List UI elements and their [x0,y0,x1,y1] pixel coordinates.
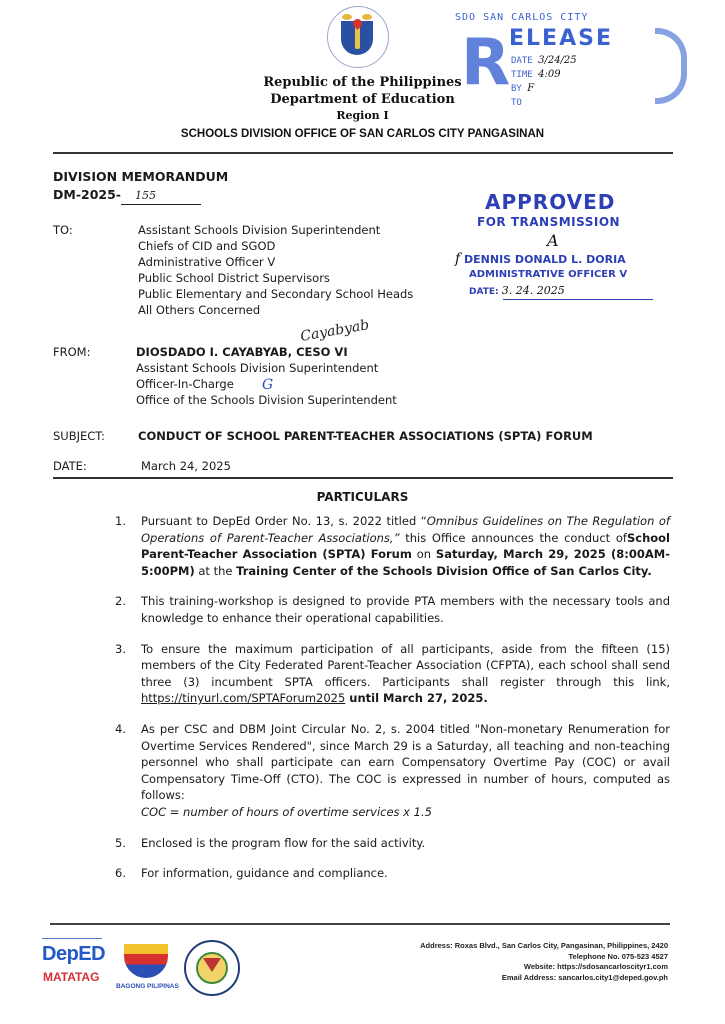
release-by-label: BY [511,84,522,94]
footer-telephone: Telephone No. 075-523 4527 [568,951,668,961]
coc-formula: COC = number of hours of overtime services x 1.5 [141,804,432,819]
item-number: 5. [115,835,126,850]
from-position: Assistant Schools Division Superintendent [136,361,379,375]
deped-matatag-logo [42,938,108,998]
item-text: Pursuant to DepEd Order No. 13, s. 2022 titled “ [141,514,427,528]
release-time-label: TIME [511,70,533,80]
to-recipients [138,222,448,318]
sdo-seal-triangle-icon [203,958,221,972]
item-event-date: Saturday, March 29, 2025 (8:00AM- 5:00PM) [141,547,670,578]
item-number: 1. [115,514,126,528]
release-stamp-d [655,28,687,104]
approved-initial-signature: A [547,231,559,250]
approved-title: APPROVED [485,190,616,214]
particulars-list [115,513,670,896]
release-stamp-office: SDO SAN CARLOS CITY [455,12,589,23]
release-to-label: TO [511,98,522,108]
to-recipient: Chiefs of CID and SGOD [138,239,276,253]
to-recipient: All Others Concerned [138,303,261,317]
memo-number [53,186,201,205]
deped-wordmark-b: ED [78,943,106,965]
item-italic-title: Omnibus Guidelines on The Regulation of Operations of Parent-Teacher Associations,” [141,514,670,545]
item-text: To ensure the maximum participation of all participants, aside from the fifteen (15) members of the City Federated Parent-Teacher Association (CFPTA), each school shall send three (3) incumbent SPTA officers. Participants shall register through this link, [141,641,670,689]
from-label: FROM: [53,345,91,359]
deped-wordmark [42,942,105,966]
from-position: Office of the Schools Division Superintendent [136,393,397,407]
date-value: March 24, 2025 [141,459,231,473]
to-recipient: Public School District Supervisors [138,271,330,285]
approved-stamp [455,190,670,314]
footer-contact [420,941,668,983]
from-signature: Cayabyab [299,317,371,345]
particular-item-4 [115,721,670,821]
particular-item-3 [115,641,670,707]
subject-label: SUBJECT: [53,429,105,443]
header-office: SCHOOLS DIVISION OFFICE OF SAN CARLOS CITY PANGASINAN [180,128,545,140]
memo-type: DIVISION MEMORANDUM [53,169,229,184]
header-divider [53,152,673,154]
seal-wing-left [342,14,352,20]
item-number: 3. [115,641,126,656]
to-label: TO: [53,223,73,237]
deped-wordmark-a: Dep [42,943,79,965]
release-stamp [455,12,700,120]
approved-position: ADMINISTRATIVE OFFICER V [469,269,628,280]
particular-item-2 [115,593,670,626]
date-label: DATE: [53,459,87,473]
deped-logo-bar [42,938,102,939]
release-stamp-r: R [461,26,511,100]
item-text: This training-workshop is designed to provide PTA members with the necessary tools and knowledge to enhance their operational capabilities. [141,594,670,625]
footer-email[interactable]: Email Address: sancarlos.city1@deped.gov.ph [501,972,668,982]
particular-item-5 [115,835,670,852]
bagong-pilipinas-emblem [124,944,168,978]
item-event-name: School Parent-Teacher Association (SPTA) Forum [141,530,670,562]
approved-date-value: 3. 24. 2025 [501,284,565,297]
matatag-wordmark: MATATAG [43,970,100,984]
item-text: For information, guidance and compliance. [141,866,388,881]
deped-seal-logo [327,6,389,68]
item-text: on [411,547,436,562]
release-time-value: 4:09 [538,69,561,80]
memo-number-prefix: DM-2025- [53,187,121,202]
release-by-initial: F [527,83,535,94]
release-date-value: 3/24/25 [538,55,577,66]
release-date-label: DATE [511,56,533,66]
from-name: DIOSDADO I. CAYABYAB, CESO VI [136,345,348,359]
footer-address: Address: Roxas Blvd., San Carlos City, Pangasinan, Philippines, 2420 [420,941,668,950]
footer-divider [50,923,670,925]
seal-wing-right [362,14,372,20]
footer-website[interactable]: Website: https://sdosancarloscityr1.com [523,962,668,971]
bagong-pilipinas-text: BAGONG PILIPINAS [116,983,179,990]
registration-link[interactable]: https://tinyurl.com/SPTAForum2025 [141,691,346,706]
item-text: at the [194,563,237,578]
approved-name: DENNIS DONALD L. DORIA [464,253,626,266]
registration-deadline: until March 27, 2025. [345,691,488,706]
to-recipient: Assistant Schools Division Superintendent [138,223,381,237]
bagong-pilipinas-logo [116,938,178,998]
sdo-seal-logo [184,940,240,996]
item-text: Enclosed is the program flow for the said activity. [141,835,426,850]
particular-item-6 [115,865,670,882]
approved-subtitle: FOR TRANSMISSION [477,215,621,229]
to-recipient: Public Elementary and Secondary School Heads [138,287,414,301]
memo-number-value: 155 [121,187,201,205]
subject-text: CONDUCT OF SCHOOL PARENT-TEACHER ASSOCIATIONS (SPTA) FORUM [138,429,593,443]
from-initial: G [262,377,274,393]
item-text: this Office announces the conduct of [399,530,627,545]
header-republic: Republic of the Philippines [263,75,462,90]
memo-header-divider [53,477,673,479]
header-department: Department of Education [270,92,455,107]
item-event-venue: Training Center of the Schools Division Office of San Carlos City. [236,563,652,578]
from-block [136,344,446,408]
to-recipient: Administrative Officer V [138,255,276,269]
approved-sign-mark: f [455,251,461,267]
item-number: 6. [115,866,126,881]
particular-item-1 [115,513,670,579]
approved-date-label: DATE: [469,287,499,297]
release-stamp-fields [511,54,577,110]
item-text: As per CSC and DBM Joint Circular No. 2, s. 2004 titled "Non-monetary Renumeration for Overtime Services Rendered", since March 29 is a Saturday, all teaching and non-teaching personnel who shall participate can earn Compensatory Overtime Pay (COC) or avail Compensatory Time-Off (CTO). The COC is expressed in number of hours, computed as follows: [141,721,670,803]
item-number: 4. [115,721,126,736]
item-number: 2. [115,594,126,609]
from-position: Officer-In-Charge [136,377,234,391]
header-region: Region I [336,109,389,122]
particulars-title: PARTICULARS [316,490,409,504]
approved-date-line [503,299,653,300]
release-stamp-word: ELEASE [509,26,613,51]
